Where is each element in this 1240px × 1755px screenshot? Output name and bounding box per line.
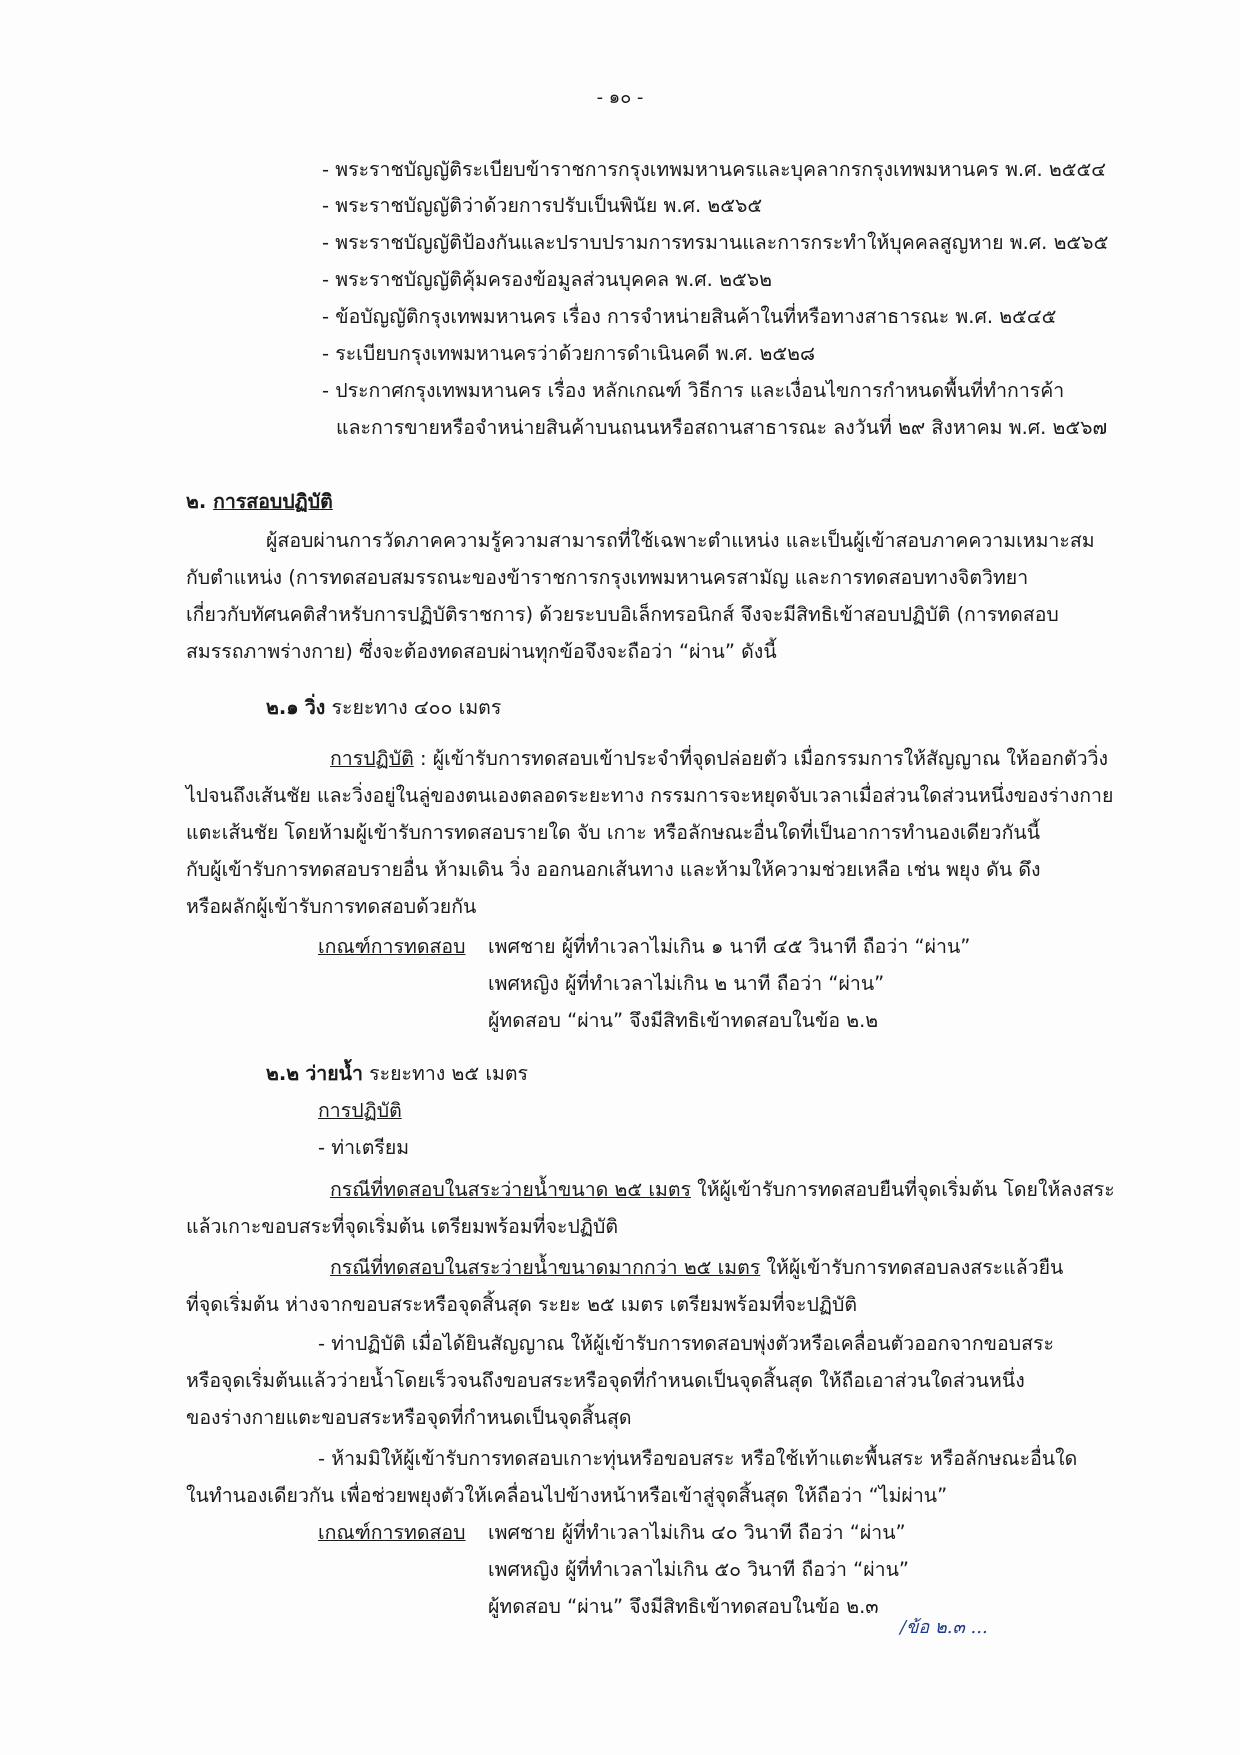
criteria-label: เกณฑ์การทดสอบ xyxy=(318,935,466,958)
law-item: - พระราชบัญญัติป้องกันและปราบปรามการทรมานและการกระทำให้บุคคลสูญหาย พ.ศ. ๒๕๖๕ xyxy=(322,231,1109,254)
law-item: - ระเบียบกรุงเทพมหานครว่าด้วยการดำเนินคดี พ.ศ. ๒๕๒๘ xyxy=(322,342,816,365)
paragraph-line: กับตำแหน่ง (การทดสอบสมรรถนะของข้าราชการกรุงเทพมหานครสามัญ และการทดสอบทางจิตวิทยา xyxy=(186,566,1029,589)
case-text: ให้ผู้เข้ารับการทดสอบลงสระแล้วยืน xyxy=(760,1256,1064,1279)
subsection-heading xyxy=(266,1060,528,1088)
law-item: - พระราชบัญญัติระเบียบข้าราชการกรุงเทพมหานครและบุคลากรกรุงเทพมหานคร พ.ศ. ๒๕๕๔ xyxy=(322,158,1107,181)
paragraph-line: เกี่ยวกับทัศนคติสำหรับการปฏิบัติราชการ) ด้วยระบบอิเล็กทรอนิกส์ จึงจะมีสิทธิเข้าสอบปฏิบัติ (การทดสอบ xyxy=(186,603,1059,626)
paragraph-line: แล้วเกาะขอบสระที่จุดเริ่มต้น เตรียมพร้อมที่จะปฏิบัติ xyxy=(186,1215,618,1238)
paragraph-line: กับผู้เข้ารับการทดสอบรายอื่น ห้ามเดิน วิ่ง ออกนอกเส้นทาง และห้ามให้ความช่วยเหลือ เช่น พยุง ดัน ดึง xyxy=(186,858,1041,881)
criteria-line: ผู้ทดสอบ “ผ่าน” จึงมีสิทธิเข้าทดสอบในข้อ ๒.๒ xyxy=(488,1009,879,1032)
paragraph-line: - ห้ามมิให้ผู้เข้ารับการทดสอบเกาะทุ่นหรือขอบสระ หรือใช้เท้าแตะพื้นสระ หรือลักษณะอื่นใด xyxy=(318,1447,1078,1470)
paragraph-line: - ท่าปฏิบัติ เมื่อได้ยินสัญญาณ ให้ผู้เข้ารับการทดสอบพุ่งตัวหรือเคลื่อนตัวออกจากขอบสระ xyxy=(318,1332,1054,1355)
criteria-line: เพศหญิง ผู้ที่ทำเวลาไม่เกิน ๒ นาที ถือว่า “ผ่าน” xyxy=(488,972,885,995)
practice-line xyxy=(330,745,1108,773)
case-label: กรณีที่ทดสอบในสระว่ายน้ำขนาดมากกว่า ๒๕ เมตร xyxy=(330,1256,761,1279)
page-number: - ๑๐ - xyxy=(596,87,644,108)
criteria-label: เกณฑ์การทดสอบ xyxy=(318,1521,466,1544)
law-item-continuation: และการขายหรือจำหน่ายสินค้าบนถนนหรือสถานสาธารณะ ลงวันที่ ๒๙ สิงหาคม พ.ศ. ๒๕๖๗ xyxy=(336,416,1108,439)
paragraph-line: ที่จุดเริ่มต้น ห่างจากขอบสระหรือจุดสิ้นสุด ระยะ ๒๕ เมตร เตรียมพร้อมที่จะปฏิบัติ xyxy=(186,1293,857,1316)
law-item: - พระราชบัญญัติว่าด้วยการปรับเป็นพินัย พ.ศ. ๒๕๖๕ xyxy=(322,194,763,217)
case-line xyxy=(330,1176,1115,1204)
paragraph-line: สมรรถภาพร่างกาย) ซึ่งจะต้องทดสอบผ่านทุกข้อจึงจะถือว่า “ผ่าน” ดังนี้ xyxy=(186,640,777,663)
law-item: - ข้อบัญญัติกรุงเทพมหานคร เรื่อง การจำหน่ายสินค้าในที่หรือทางสาธารณะ พ.ศ. ๒๕๔๕ xyxy=(322,305,1057,328)
criteria-line: ผู้ทดสอบ “ผ่าน” จึงมีสิทธิเข้าทดสอบในข้อ ๒.๓ xyxy=(488,1595,879,1618)
paragraph-line: หรือจุดเริ่มต้นแล้วว่ายน้ำโดยเร็วจนถึงขอบสระหรือจุดที่กำหนดเป็นจุดสิ้นสุด ให้ถือเอาส่วนใดส่วนหนึ่ง xyxy=(186,1369,1025,1392)
practice-label: การปฏิบัติ xyxy=(318,1099,402,1122)
practice-text: : ผู้เข้ารับการทดสอบเข้าประจำที่จุดปล่อยตัว เมื่อกรรมการให้สัญญาณ ให้ออกตัววิ่ง xyxy=(413,747,1109,770)
subsection-heading xyxy=(266,694,501,722)
continued-note: /ข้อ ๒.๓ ... xyxy=(900,1617,988,1638)
prep-label: - ท่าเตรียม xyxy=(318,1136,410,1159)
subsection-number: ๒.๑ xyxy=(266,696,299,719)
paragraph-line: ในทำนองเดียวกัน เพื่อช่วยพยุงตัวให้เคลื่อนไปข้างหน้าหรือเข้าสู่จุดสิ้นสุด ให้ถือว่า “ไม่ผ่าน” xyxy=(186,1484,948,1507)
section-title: การสอบปฏิบัติ xyxy=(213,490,333,513)
paragraph-line: ของร่างกายแตะขอบสระหรือจุดที่กำหนดเป็นจุดสิ้นสุด xyxy=(186,1406,632,1429)
subsection-distance: ระยะทาง ๔๐๐ เมตร xyxy=(331,696,502,719)
paragraph-line: หรือผลักผู้เข้ารับการทดสอบด้วยกัน xyxy=(186,895,477,918)
case-line xyxy=(330,1254,1063,1282)
subsection-distance: ระยะทาง ๒๕ เมตร xyxy=(369,1062,528,1085)
criteria-line: เพศชาย ผู้ที่ทำเวลาไม่เกิน ๔๐ วินาที ถือว่า “ผ่าน” xyxy=(488,1521,906,1544)
subsection-title: วิ่ง xyxy=(304,696,326,719)
case-label: กรณีที่ทดสอบในสระว่ายน้ำขนาด ๒๕ เมตร xyxy=(330,1178,691,1201)
law-item: - พระราชบัญญัติคุ้มครองข้อมูลส่วนบุคคล พ.ศ. ๒๕๖๒ xyxy=(322,268,772,291)
section-number: ๒. xyxy=(186,490,207,513)
section-heading xyxy=(186,488,333,516)
paragraph-line: แตะเส้นชัย โดยห้ามผู้เข้ารับการทดสอบรายใด จับ เกาะ หรือลักษณะอื่นใดที่เป็นอาการทำนองเดียวกันนี้ xyxy=(186,821,1041,844)
case-text: ให้ผู้เข้ารับการทดสอบยืนที่จุดเริ่มต้น โดยให้ลงสระ xyxy=(690,1178,1115,1201)
law-item: - ประกาศกรุงเทพมหานคร เรื่อง หลักเกณฑ์ วิธีการ และเงื่อนไขการกำหนดพื้นที่ทำการค้า xyxy=(322,379,1065,402)
paragraph-line: ไปจนถึงเส้นชัย และวิ่งอยู่ในลู่ของตนเองตลอดระยะทาง กรรมการจะหยุดจับเวลาเมื่อส่วนใดส่วนหนึ่งของร่างกาย xyxy=(186,784,1114,807)
practice-label: การปฏิบัติ xyxy=(330,747,414,770)
paragraph-line: ผู้สอบผ่านการวัดภาคความรู้ความสามารถที่ใช้เฉพาะตำแหน่ง และเป็นผู้เข้าสอบภาคความเหมาะสม xyxy=(266,529,1095,552)
subsection-number: ๒.๒ xyxy=(266,1062,300,1085)
criteria-line: เพศหญิง ผู้ที่ทำเวลาไม่เกิน ๕๐ วินาที ถือว่า “ผ่าน” xyxy=(488,1558,910,1581)
criteria-line: เพศชาย ผู้ที่ทำเวลาไม่เกิน ๑ นาที ๔๕ วินาที ถือว่า “ผ่าน” xyxy=(488,935,971,958)
subsection-title: ว่ายน้ำ xyxy=(305,1062,363,1085)
